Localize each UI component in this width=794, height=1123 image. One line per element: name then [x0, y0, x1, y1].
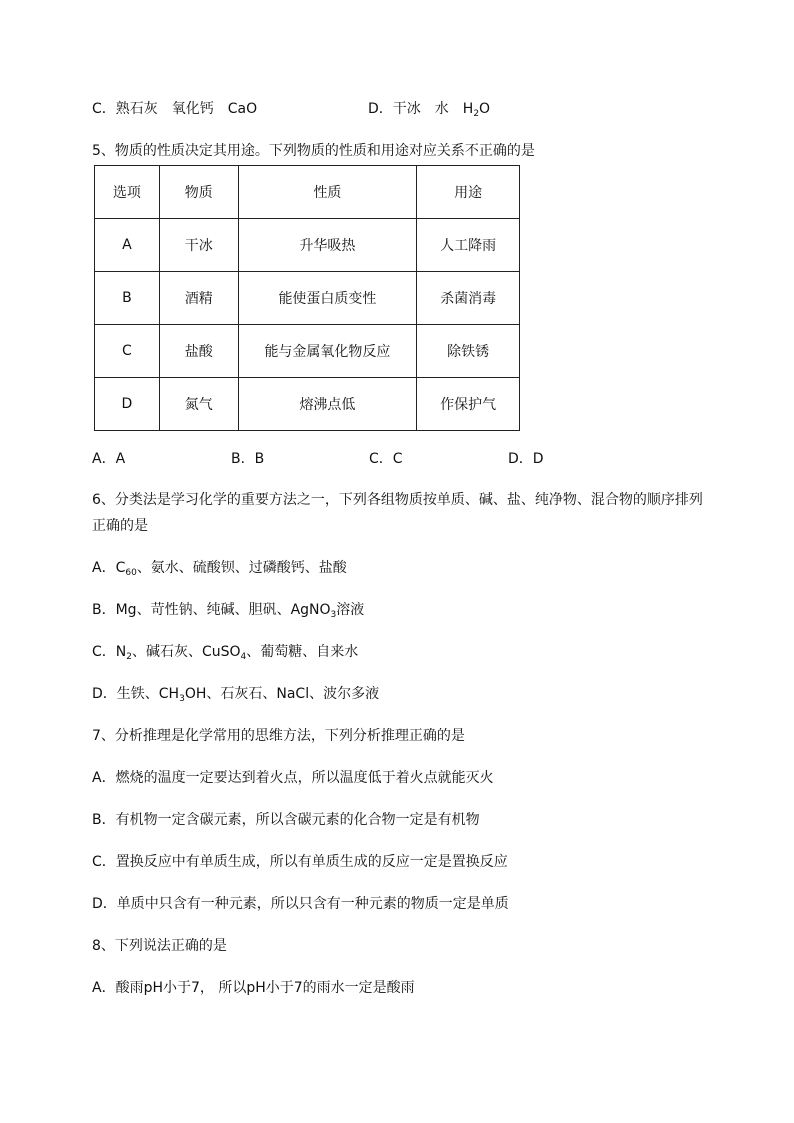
table-header-row — [95, 166, 520, 219]
q6-stem-line1: 6、分类法是学习化学的重要方法之一，下列各组物质按单质、碱、盐、纯净物、混合物的顺序排列 — [92, 492, 703, 508]
table-cell: 除铁锈 — [417, 325, 520, 378]
table-cell: 熔沸点低 — [238, 378, 417, 431]
table-cell: 能与金属氧化物反应 — [238, 325, 417, 378]
table-cell: 作保护气 — [417, 378, 520, 431]
q7-option-a: A．燃烧的温度一定要达到着火点，所以温度低于着火点就能灭火 — [92, 770, 494, 786]
table-cell: A — [95, 219, 160, 272]
q6-option-d: D．生铁、$CH_3OH$、石灰石、NaCl、波尔多液 — [92, 686, 380, 704]
q8-stem: 8、下列说法正确的是 — [92, 938, 227, 954]
table-header-cell: 物质 — [159, 166, 238, 219]
table-cell: 盐酸 — [159, 325, 238, 378]
table-cell: 干冰 — [159, 219, 238, 272]
q5-stem: 5、物质的性质决定其用途。下列物质的性质和用途对应关系不正确的是 — [92, 143, 535, 159]
table-cell: 升华吸热 — [238, 219, 417, 272]
table-cell: D — [95, 378, 160, 431]
table-row — [95, 219, 520, 272]
q7-option-b: B．有机物一定含碳元素，所以含碳元素的化合物一定是有机物 — [92, 812, 480, 828]
q6-stem-line2: 正确的是 — [92, 518, 148, 534]
q7-option-c: C．置换反应中有单质生成，所以有单质生成的反应一定是置换反应 — [92, 854, 508, 870]
table-header-cell: 选项 — [95, 166, 160, 219]
q6-option-a: A．$C_{60}$、氨水、硫酸钡、过磷酸钙、盐酸 — [92, 560, 347, 578]
table-header-cell: 用途 — [417, 166, 520, 219]
table-cell: 杀菌消毒 — [417, 272, 520, 325]
q6-option-c: C．$N_2$、碱石灰、CuSO$_4$、葡萄糖、自来水 — [92, 644, 359, 662]
table-cell: 氮气 — [159, 378, 238, 431]
q4-option-c: C．熟石灰 氧化钙 CaO — [92, 101, 258, 117]
table-row — [95, 272, 520, 325]
table-cell: 酒精 — [159, 272, 238, 325]
table-row — [95, 378, 520, 431]
q5-answer-a: A．A — [92, 451, 126, 467]
table-cell: B — [95, 272, 160, 325]
table-cell: 人工降雨 — [417, 219, 520, 272]
table-row — [95, 325, 520, 378]
q5-answer-c: C．C — [369, 451, 403, 467]
table-header-cell: 性质 — [238, 166, 417, 219]
q8-option-a: A．酸雨pH小于7， 所以pH小于7的雨水一定是酸雨 — [92, 980, 415, 996]
q5-answer-b: B．B — [231, 451, 265, 467]
q7-stem: 7、分析推理是化学常用的思维方法，下列分析推理正确的是 — [92, 728, 465, 744]
q5-answer-d: D．D — [508, 451, 544, 467]
q7-option-d: D．单质中只含有一种元素，所以只含有一种元素的物质一定是单质 — [92, 896, 509, 912]
table-cell: C — [95, 325, 160, 378]
q5-table — [94, 165, 520, 431]
q6-option-b: B．Mg、苛性钠、纯碱、胆矾、AgNO$_3$溶液 — [92, 602, 365, 620]
q4-option-d: D．干冰 水 $H_2O$ — [368, 101, 491, 119]
table-cell: 能使蛋白质变性 — [238, 272, 417, 325]
